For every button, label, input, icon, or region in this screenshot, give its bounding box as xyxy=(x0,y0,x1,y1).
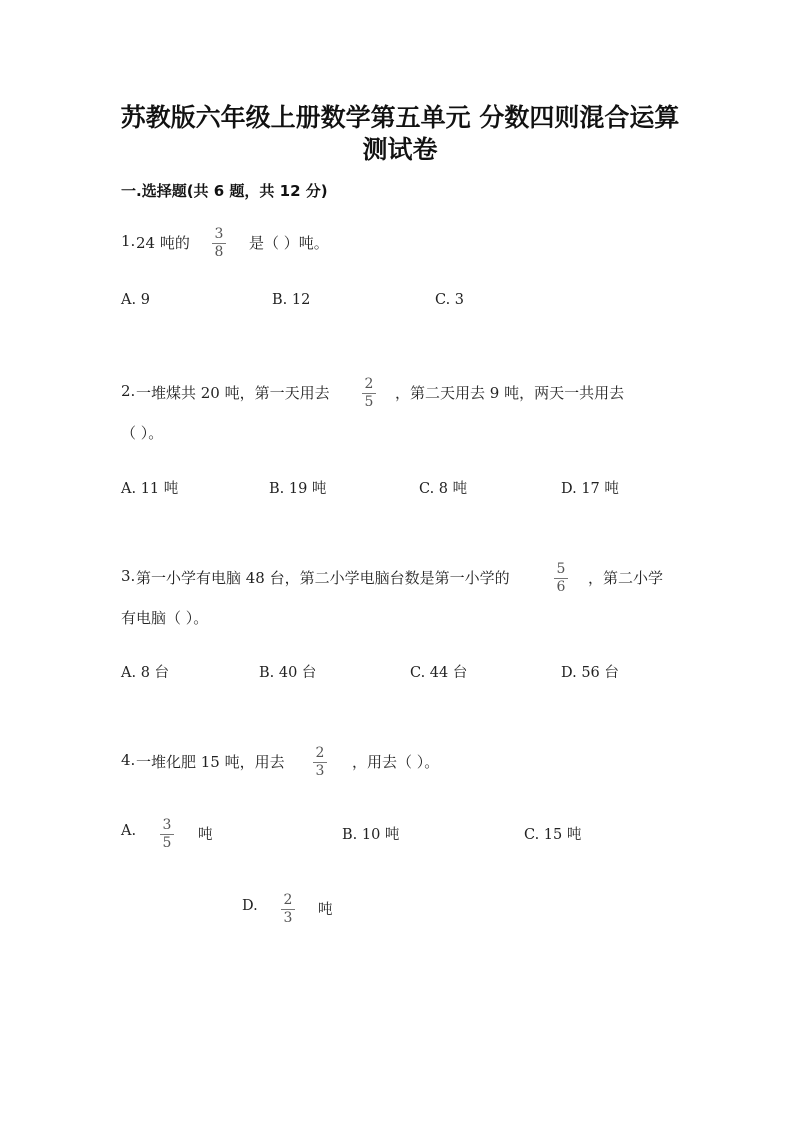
fraction xyxy=(160,818,174,851)
question-number: 3. xyxy=(121,567,136,585)
fraction-numerator: 5 xyxy=(556,561,566,577)
fraction-denominator: 8 xyxy=(214,244,224,260)
question-text: ，用去（ ）。 xyxy=(352,753,440,771)
option-a[interactable]: A. 9 xyxy=(121,292,150,308)
option-unit: 吨 xyxy=(318,902,333,918)
fraction xyxy=(313,746,327,779)
option-label: A. xyxy=(121,823,137,839)
question-text-line2: 有电脑（ ）。 xyxy=(121,609,209,627)
question-number: 4. xyxy=(121,751,136,769)
fraction-denominator: 6 xyxy=(556,579,566,595)
option-a[interactable]: A. 8 台 xyxy=(121,665,170,681)
fraction-numerator: 3 xyxy=(162,817,172,833)
option-c[interactable]: C. 3 xyxy=(435,292,465,308)
option-c[interactable]: C. 8 吨 xyxy=(419,481,468,497)
page-title-line2: 测试卷 xyxy=(362,135,438,164)
page-title-line1: 苏教版六年级上册数学第五单元 分数四则混合运算 xyxy=(120,103,680,132)
fraction xyxy=(554,562,568,595)
fraction-denominator: 3 xyxy=(315,763,325,779)
option-d[interactable]: D. 17 吨 xyxy=(561,481,619,497)
section-heading: 一.选择题(共 6 题，共 12 分) xyxy=(121,182,328,200)
option-b[interactable]: B. 40 台 xyxy=(259,665,317,681)
fraction xyxy=(281,893,295,926)
fraction-denominator: 5 xyxy=(162,835,172,851)
fraction-numerator: 2 xyxy=(364,376,374,392)
option-c[interactable]: C. 15 吨 xyxy=(524,827,582,843)
question-text: 一堆煤共 20 吨，第一天用去 xyxy=(136,384,330,402)
option-d[interactable]: D. 56 台 xyxy=(561,665,619,681)
fraction-numerator: 2 xyxy=(315,745,325,761)
question-text: ，第二小学 xyxy=(588,569,664,587)
option-unit: 吨 xyxy=(198,827,213,843)
option-b[interactable]: B. 10 吨 xyxy=(342,827,400,843)
fraction-numerator: 3 xyxy=(214,226,224,242)
question-number: 1. xyxy=(121,232,136,250)
question-text: 一堆化肥 15 吨，用去 xyxy=(136,753,285,771)
option-label: D. xyxy=(242,898,258,914)
question-text: ，第二天用去 9 吨，两天一共用去 xyxy=(395,384,625,402)
fraction xyxy=(212,227,226,260)
question-text: 是（ ）吨。 xyxy=(249,234,329,252)
question-text: 第一小学有电脑 48 台，第二小学电脑台数是第一小学的 xyxy=(136,569,510,587)
fraction xyxy=(362,377,376,410)
fraction-denominator: 5 xyxy=(364,394,374,410)
option-b[interactable]: B. 19 吨 xyxy=(269,481,327,497)
fraction-denominator: 3 xyxy=(283,910,293,926)
option-a[interactable]: A. 11 吨 xyxy=(121,481,179,497)
fraction-numerator: 2 xyxy=(283,892,293,908)
question-number: 2. xyxy=(121,382,136,400)
question-text: 24 吨的 xyxy=(136,234,190,252)
question-text-line2: （ ）。 xyxy=(121,424,164,442)
option-b[interactable]: B. 12 xyxy=(272,292,311,308)
option-c[interactable]: C. 44 台 xyxy=(410,665,468,681)
